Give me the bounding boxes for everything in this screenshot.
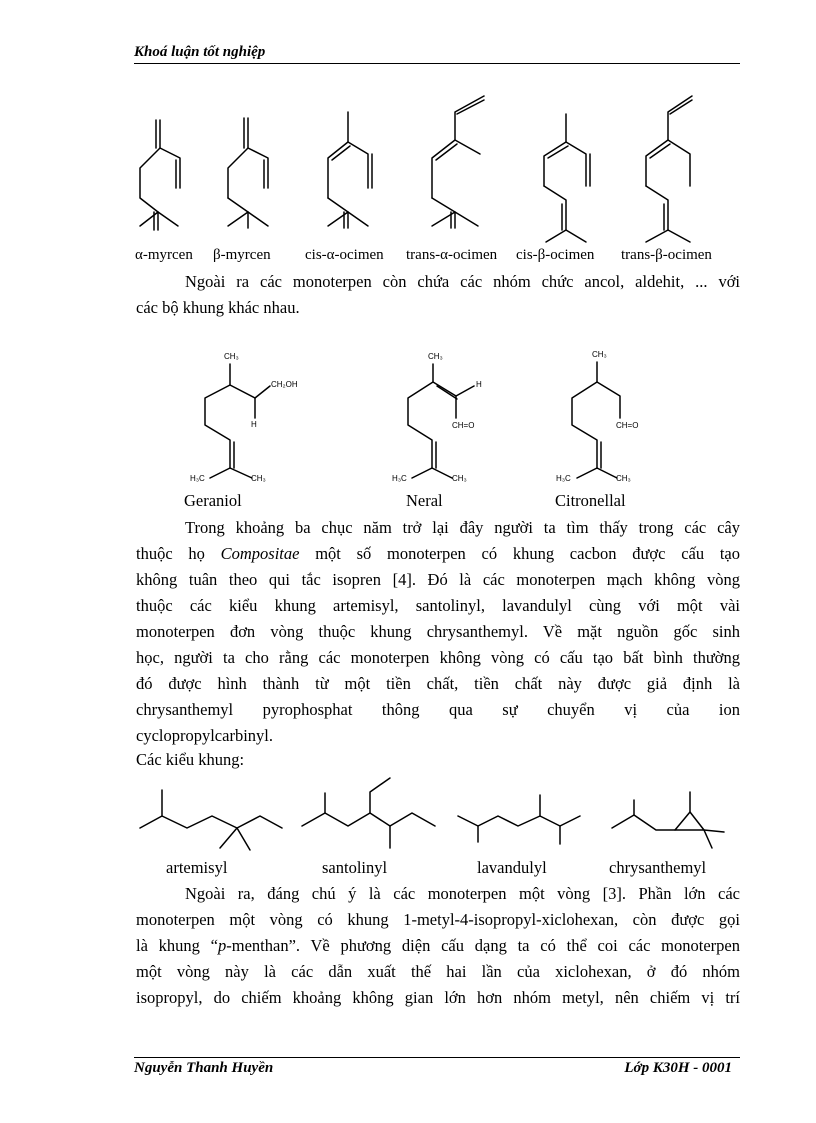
label-chrysanthemyl: chrysanthemyl [609,858,707,877]
atom-label: H [476,380,482,389]
footer-rule [134,1057,740,1058]
label-geraniol: Geraniol [184,491,242,510]
atom-label: CH₃ [251,474,266,483]
label-neral: Neral [406,491,443,510]
text-line: Ngoài ra, đáng chú ý là các monoterpen một vòng [3]. Phần lớn các [185,884,740,903]
atom-label: CH₃ [428,352,443,361]
text-line: đó được hình thành từ một tiền chất, tiền chất này được giả định là [136,674,740,693]
label-santolinyl: santolinyl [322,858,388,877]
label-alpha-myrcen: α-myrcen [135,247,193,263]
text-line: monoterpen một vòng có khung 1-metyl-4-isopropyl-xiclohexan, còn được gọi [136,910,740,929]
skeleton-artemisyl [140,790,282,850]
atom-label: H₃C [190,474,205,483]
text-line: một vòng này là các dẫn xuất thế hai lần của xiclohexan, ở đó nhóm [136,962,740,981]
label-cis-alpha-ocimen: cis-α-ocimen [305,247,384,263]
atom-label: H₃C [556,474,571,483]
atom-label: H₃C [392,474,407,483]
atom-label: CH₂OH [271,380,298,389]
label-citronellal: Citronellal [555,491,626,510]
atom-label: CH₃ [452,474,467,483]
label-cis-beta-ocimen: cis-β-ocimen [516,247,595,263]
text-line: cyclopropylcarbinyl. [136,726,273,745]
footer-class: Lớp K30H - 0001 [624,1060,732,1076]
skeleton-santolinyl [302,778,435,848]
label-lavandulyl: lavandulyl [477,858,547,877]
text-line: chrysanthemyl pyrophosphat thông qua sự chuyển vị của ion [136,700,740,719]
text-line: isopropyl, do chiếm khoảng không gian lớn hơn nhóm metyl, nên chiếm vị trí [136,988,740,1007]
text-line: Ngoài ra các monoterpen còn chứa các nhóm chức ancol, aldehit, ... với [185,272,740,291]
atom-label: H [251,420,257,429]
atom-label: CH=O [452,421,475,430]
text-line: học, người ta cho rằng các monoterpen không vòng có cấu tạo bất bình thường [136,648,740,667]
label-beta-myrcen: β-myrcen [213,247,271,263]
text-line: các bộ khung khác nhau. [136,298,300,317]
label-trans-beta-ocimen: trans-β-ocimen [621,247,712,263]
atom-label: CH=O [616,421,639,430]
footer-author: Nguyễn Thanh Huyền [134,1060,274,1076]
label-artemisyl: artemisyl [166,858,228,877]
skeleton-lavandulyl [458,795,580,844]
label-trans-alpha-ocimen: trans-α-ocimen [406,247,498,263]
text-line: thuộc các kiểu khung artemisyl, santolinyl, lavandulyl cùng với một vài [136,596,740,615]
text-line: monoterpen đơn vòng thuộc khung chrysanthemyl. Về mặt nguồn gốc sinh [136,622,740,641]
paragraph-3 [136,881,740,1011]
skeleton-chrysanthemyl [612,792,724,848]
text-line: thuộc họ Compositae một số monoterpen có khung cacbon được cấu tạo [136,544,740,563]
atom-label: CH₃ [616,474,631,483]
skeleton-heading: Các kiểu khung: [136,750,245,769]
text-line: không tuân theo qui tắc isopren [4]. Đó là các monoterpen mạch không vòng [136,570,740,589]
text-line: Trong khoảng ba chục năm trở lại đây người ta tìm thấy trong các cây [185,518,740,537]
atom-label: CH₃ [592,350,607,359]
text-line: là khung “p-menthan”. Về phương diện cấu dạng ta có thể coi các monoterpen [136,936,740,955]
running-header: Khoá luận tốt nghiệp [134,44,266,60]
atom-label: CH₃ [224,352,239,361]
